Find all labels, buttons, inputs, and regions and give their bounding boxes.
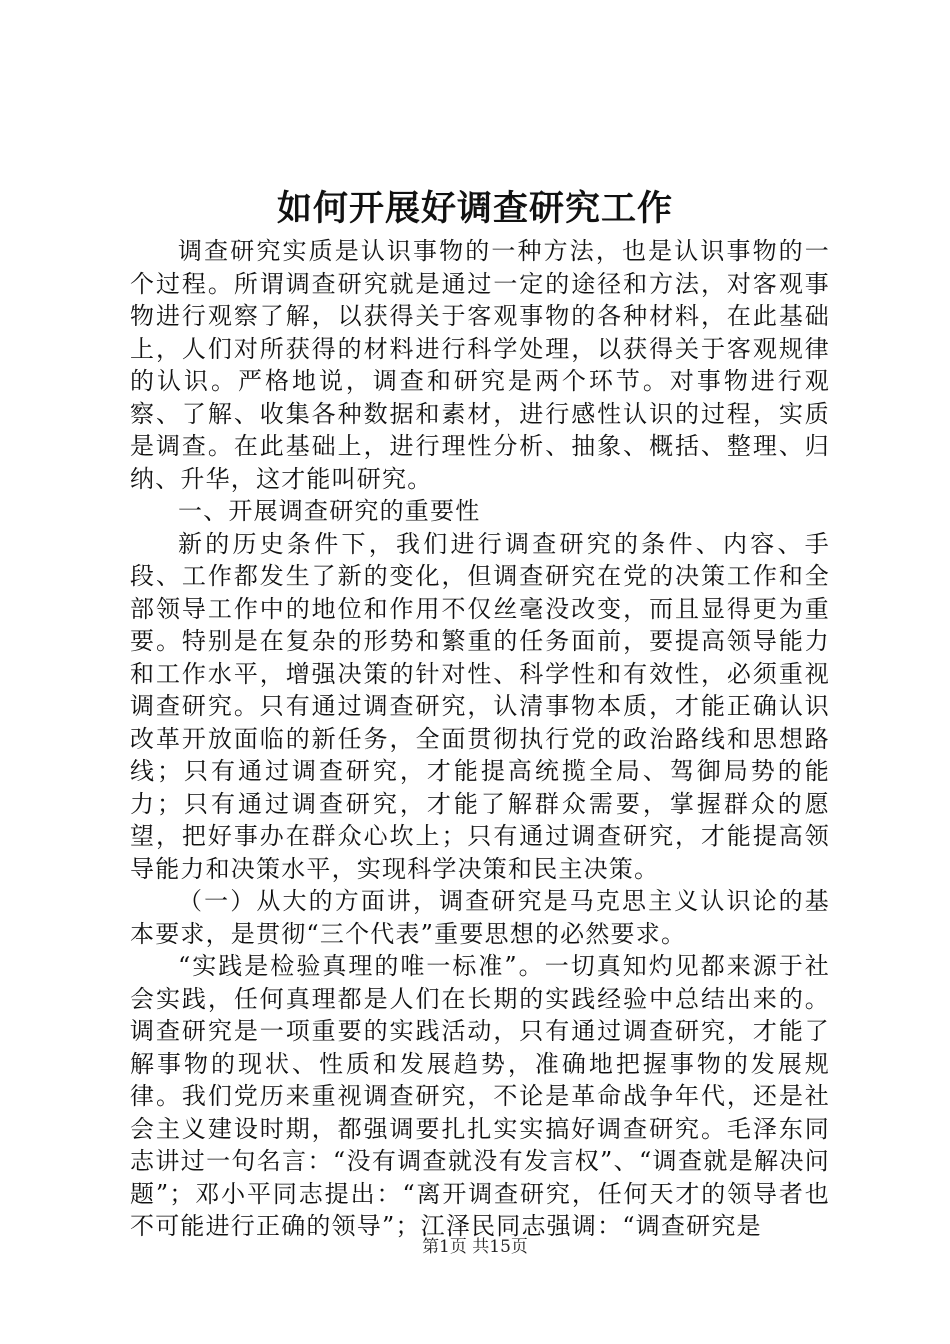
document-body	[130, 235, 830, 1243]
paragraph: 调查研究实质是认识事物的一种方法，也是认识事物的一个过程。所谓调查研究就是通过一定的途径和方法，对客观事物进行观察了解，以获得关于客观事物的各种材料，在此基础上，人们对所获得的材料进行科学处理，以获得关于客观规律的认识。严格地说，调查和研究是两个环节。对事物进行观察、了解、收集各种数据和素材，进行感性认识的过程，实质是调查。在此基础上，进行理性分析、抽象、概括、整理、归纳、升华，这才能叫研究。	[130, 237, 830, 493]
section-heading: 一、开展调查研究的重要性	[178, 497, 481, 525]
page-number-footer: 第1页 共15页	[422, 1237, 528, 1257]
paragraph: “实践是检验真理的唯一标准”。一切真知灼见都来源于社会实践，任何真理都是人们在长期的实践经验中总结出来的。调查研究是一项重要的实践活动，只有通过调查研究，才能了解事物的现状、性质和发展趋势，准确地把握事物的发展规律。我们党历来重视调查研究，不论是革命战争年代，还是社会主义建设时期，都强调要扎扎实实搞好调查研究。毛泽东同志讲过一句名言：“没有调查就没有发言权”、“调查就是解决问题”；邓小平同志提出：“离开调查研究，任何天才的领导者也不可能进行正确的领导”；江泽民同志强调：“调查研究是	[130, 952, 830, 1240]
subsection-heading: （一）从大的方面讲，调查研究是马克思主义认识论的基本要求，是贯彻“三个代表”重要思想的必然要求。	[130, 887, 830, 948]
document-title: 如何开展好调查研究工作	[276, 188, 673, 229]
paragraph: 新的历史条件下，我们进行调查研究的条件、内容、手段、工作都发生了新的变化，但调查研究在党的决策工作和全部领导工作中的地位和作用不仅丝毫没改变，而且显得更为重要。特别是在复杂的形势和繁重的任务面前，要提高领导能力和工作水平，增强决策的针对性、科学性和有效性，必须重视调查研究。只有通过调查研究，认清事物本质，才能正确认识改革开放面临的新任务，全面贯彻执行党的政治路线和思想路线；只有通过调查研究，才能提高统揽全局、驾御局势的能力；只有通过调查研究，才能了解群众需要，掌握群众的愿望，把好事办在群众心坎上；只有通过调查研究，才能提高领导能力和决策水平，实现科学决策和民主决策。	[130, 529, 830, 883]
